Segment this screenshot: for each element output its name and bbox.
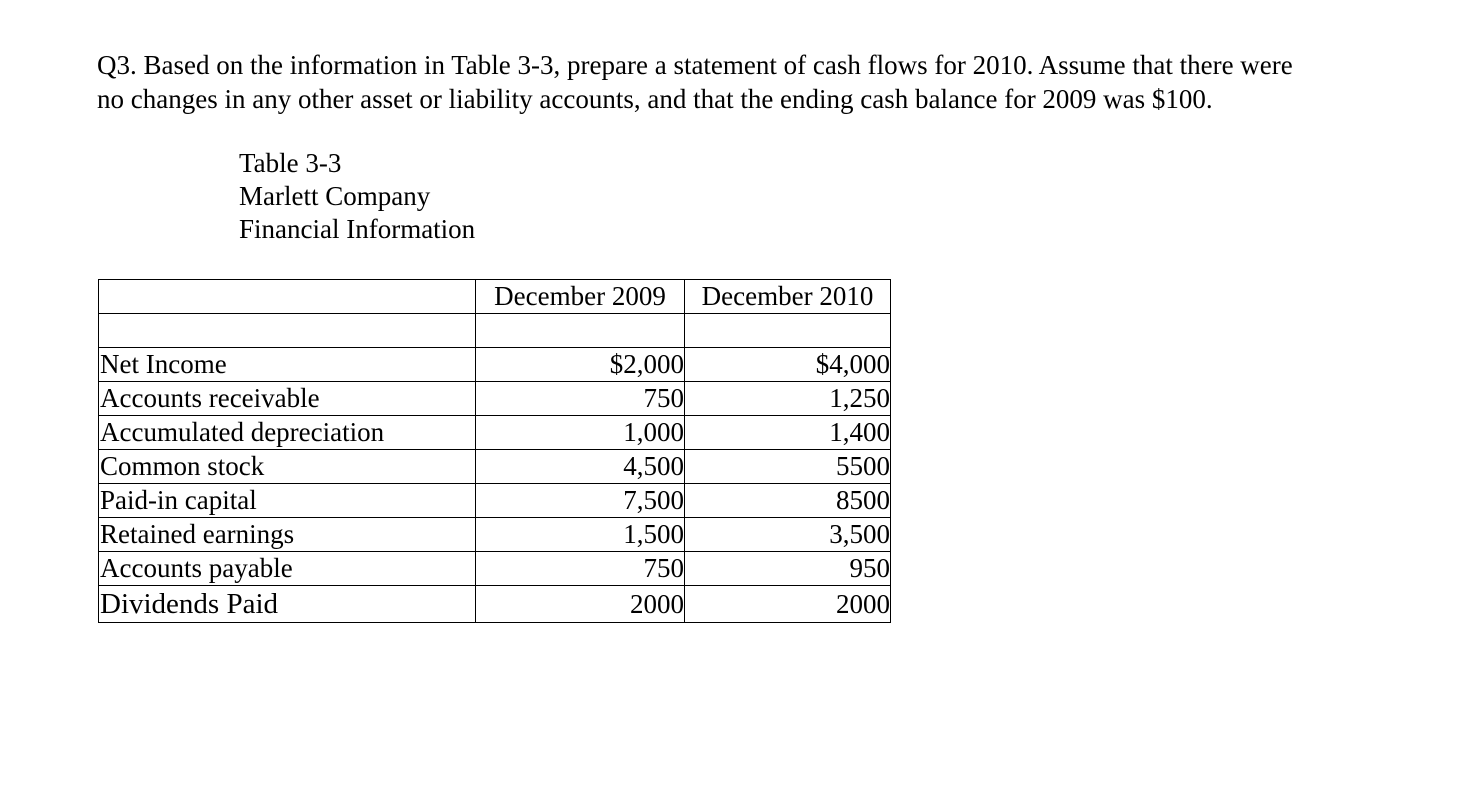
- table-row: [99, 382, 891, 416]
- row-label: Accounts receivable: [99, 382, 476, 416]
- value-2010: 5500: [685, 450, 891, 484]
- value-2009: 7,500: [476, 484, 685, 518]
- row-label: Net Income: [99, 348, 476, 382]
- table-caption: [239, 147, 475, 246]
- header-cell-dec-2009: December 2009: [476, 280, 685, 314]
- table-row: [99, 552, 891, 586]
- row-label: Common stock: [99, 450, 476, 484]
- row-label: Accumulated depreciation: [99, 416, 476, 450]
- value-2009: 1,500: [476, 518, 685, 552]
- table-header-row: [99, 280, 891, 314]
- blank-cell: [476, 314, 685, 348]
- value-2010: 8500: [685, 484, 891, 518]
- table-row: [99, 348, 891, 382]
- row-label: Dividends Paid: [99, 586, 476, 623]
- value-2010: 3,500: [685, 518, 891, 552]
- blank-cell: [685, 314, 891, 348]
- value-2009: 2000: [476, 586, 685, 623]
- value-2009: 750: [476, 552, 685, 586]
- question-text: [97, 48, 1397, 116]
- question-line-2: no changes in any other asset or liability accounts, and that the ending cash balance for 2009 was $100.: [97, 84, 1213, 114]
- value-2010: 2000: [685, 586, 891, 623]
- row-label: Accounts payable: [99, 552, 476, 586]
- row-label: Retained earnings: [99, 518, 476, 552]
- table-row: [99, 518, 891, 552]
- value-2009: 750: [476, 382, 685, 416]
- financial-table: [98, 279, 891, 623]
- value-2009: 1,000: [476, 416, 685, 450]
- value-2010: $4,000: [685, 348, 891, 382]
- header-cell-dec-2010: December 2010: [685, 280, 891, 314]
- header-cell-label: [99, 280, 476, 314]
- table-subtitle: Financial Information: [239, 214, 476, 244]
- table-row: [99, 484, 891, 518]
- table-number: Table 3-3: [239, 148, 342, 178]
- question-line-1: Q3. Based on the information in Table 3-3, prepare a statement of cash flows for 2010. Assume that there were: [97, 50, 1293, 80]
- table-row: [99, 450, 891, 484]
- value-2010: 1,400: [685, 416, 891, 450]
- value-2010: 950: [685, 552, 891, 586]
- value-2010: 1,250: [685, 382, 891, 416]
- table-blank-row: [99, 314, 891, 348]
- table-row: [99, 416, 891, 450]
- row-label: Paid-in capital: [99, 484, 476, 518]
- value-2009: $2,000: [476, 348, 685, 382]
- value-2009: 4,500: [476, 450, 685, 484]
- table-row: [99, 586, 891, 623]
- company-name: Marlett Company: [239, 181, 431, 211]
- blank-cell: [99, 314, 476, 348]
